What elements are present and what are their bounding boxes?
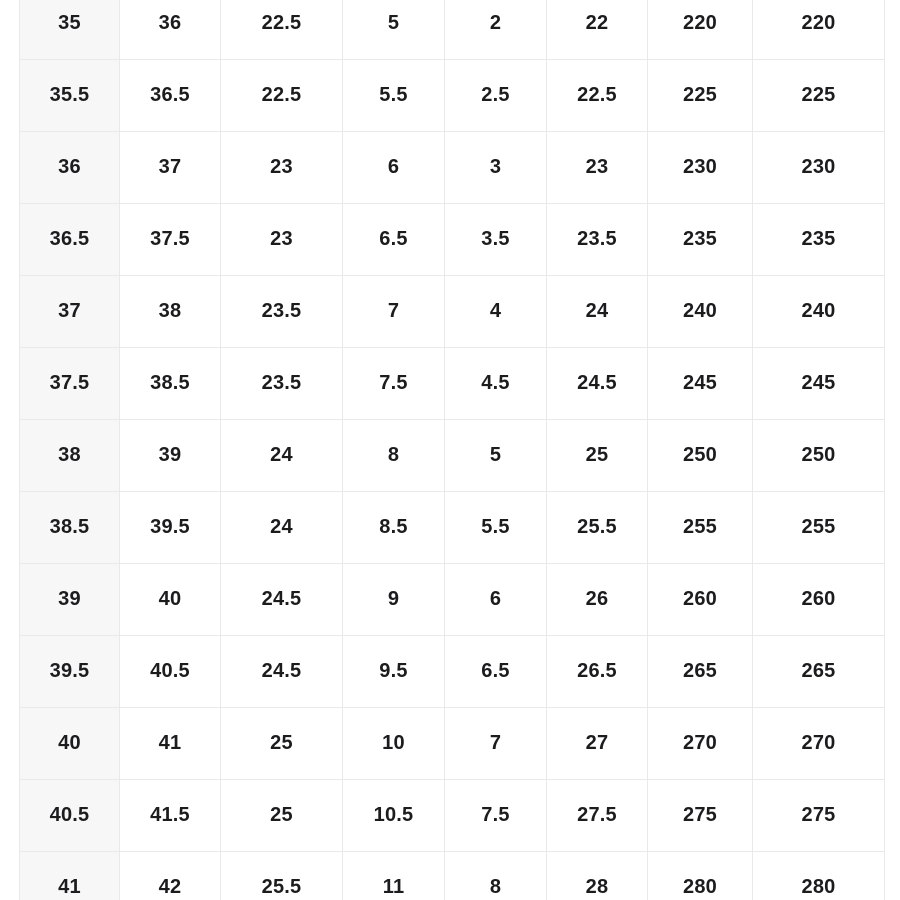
table-cell: 275 <box>753 780 885 852</box>
table-cell: 270 <box>648 708 753 780</box>
table-cell: 7 <box>343 276 445 348</box>
table-cell: 6.5 <box>445 636 547 708</box>
table-cell: 240 <box>648 276 753 348</box>
table-cell: 40 <box>120 564 221 636</box>
table-cell: 37.5 <box>120 204 221 276</box>
size-conversion-table <box>19 0 884 900</box>
table-cell: 7 <box>445 708 547 780</box>
table-row <box>20 636 884 708</box>
table-cell: 2.5 <box>445 60 547 132</box>
table-cell: 23.5 <box>547 204 648 276</box>
table-cell: 9.5 <box>343 636 445 708</box>
table-cell: 25 <box>547 420 648 492</box>
table-cell: 260 <box>753 564 885 636</box>
table-cell: 250 <box>648 420 753 492</box>
table-cell: 42 <box>120 852 221 900</box>
table-cell: 22 <box>547 0 648 60</box>
table-cell: 24.5 <box>547 348 648 420</box>
table-cell: 255 <box>648 492 753 564</box>
table-cell: 36 <box>120 0 221 60</box>
table-cell: 25 <box>221 780 343 852</box>
table-row <box>20 348 884 420</box>
table-row <box>20 420 884 492</box>
table-cell: 36.5 <box>20 204 120 276</box>
table-cell: 220 <box>648 0 753 60</box>
table-cell: 3 <box>445 132 547 204</box>
table-cell: 25.5 <box>221 852 343 900</box>
table-cell: 22.5 <box>221 0 343 60</box>
table-cell: 280 <box>648 852 753 900</box>
table-cell: 8 <box>343 420 445 492</box>
table-cell: 41 <box>120 708 221 780</box>
table-cell: 265 <box>648 636 753 708</box>
table-cell: 28 <box>547 852 648 900</box>
table-cell: 27 <box>547 708 648 780</box>
table-cell: 26.5 <box>547 636 648 708</box>
table-row <box>20 492 884 564</box>
table-cell: 7.5 <box>445 780 547 852</box>
table-cell: 220 <box>753 0 885 60</box>
table-cell: 36.5 <box>120 60 221 132</box>
table-cell: 27.5 <box>547 780 648 852</box>
table-cell: 230 <box>753 132 885 204</box>
table-cell: 39 <box>20 564 120 636</box>
table-cell: 41.5 <box>120 780 221 852</box>
table-cell: 4 <box>445 276 547 348</box>
table-cell: 39.5 <box>120 492 221 564</box>
table-cell: 23 <box>221 132 343 204</box>
table-cell: 4.5 <box>445 348 547 420</box>
table-cell: 40.5 <box>20 780 120 852</box>
table-row <box>20 852 884 900</box>
table-cell: 35.5 <box>20 60 120 132</box>
table-cell: 41 <box>20 852 120 900</box>
table-cell: 225 <box>648 60 753 132</box>
table-cell: 11 <box>343 852 445 900</box>
table-cell: 7.5 <box>343 348 445 420</box>
table-cell: 23.5 <box>221 348 343 420</box>
table-cell: 235 <box>753 204 885 276</box>
table-cell: 2 <box>445 0 547 60</box>
table-cell: 245 <box>648 348 753 420</box>
table-cell: 255 <box>753 492 885 564</box>
table-cell: 40.5 <box>120 636 221 708</box>
table-row <box>20 276 884 348</box>
table-cell: 225 <box>753 60 885 132</box>
table-cell: 10.5 <box>343 780 445 852</box>
table-cell: 23 <box>547 132 648 204</box>
table-cell: 35 <box>20 0 120 60</box>
table-row <box>20 780 884 852</box>
table-cell: 25 <box>221 708 343 780</box>
table-cell: 38 <box>120 276 221 348</box>
table-cell: 5.5 <box>343 60 445 132</box>
table-cell: 275 <box>648 780 753 852</box>
table-cell: 9 <box>343 564 445 636</box>
table-cell: 3.5 <box>445 204 547 276</box>
table-cell: 6.5 <box>343 204 445 276</box>
table-cell: 39 <box>120 420 221 492</box>
table-cell: 38.5 <box>120 348 221 420</box>
table-cell: 8.5 <box>343 492 445 564</box>
table-cell: 26 <box>547 564 648 636</box>
table-row <box>20 132 884 204</box>
table-cell: 40 <box>20 708 120 780</box>
table-cell: 38 <box>20 420 120 492</box>
table-cell: 24 <box>547 276 648 348</box>
table-cell: 5.5 <box>445 492 547 564</box>
table-cell: 39.5 <box>20 636 120 708</box>
table-cell: 245 <box>753 348 885 420</box>
table-cell: 24 <box>221 420 343 492</box>
table-cell: 22.5 <box>221 60 343 132</box>
table-row <box>20 204 884 276</box>
table-cell: 6 <box>343 132 445 204</box>
table-cell: 5 <box>445 420 547 492</box>
table-cell: 25.5 <box>547 492 648 564</box>
table-row <box>20 60 884 132</box>
table-row <box>20 564 884 636</box>
table-cell: 250 <box>753 420 885 492</box>
table-cell: 6 <box>445 564 547 636</box>
table-cell: 270 <box>753 708 885 780</box>
table-cell: 24 <box>221 492 343 564</box>
table-cell: 5 <box>343 0 445 60</box>
table-cell: 36 <box>20 132 120 204</box>
table-cell: 260 <box>648 564 753 636</box>
table-cell: 240 <box>753 276 885 348</box>
table-cell: 265 <box>753 636 885 708</box>
table-cell: 22.5 <box>547 60 648 132</box>
table-cell: 38.5 <box>20 492 120 564</box>
table-cell: 10 <box>343 708 445 780</box>
table-cell: 280 <box>753 852 885 900</box>
table-cell: 230 <box>648 132 753 204</box>
table-row <box>20 0 884 60</box>
table-cell: 23.5 <box>221 276 343 348</box>
table-cell: 235 <box>648 204 753 276</box>
table-cell: 24.5 <box>221 636 343 708</box>
table-cell: 37.5 <box>20 348 120 420</box>
table-cell: 8 <box>445 852 547 900</box>
table-cell: 37 <box>20 276 120 348</box>
table-cell: 23 <box>221 204 343 276</box>
table-cell: 37 <box>120 132 221 204</box>
table-row <box>20 708 884 780</box>
table-cell: 24.5 <box>221 564 343 636</box>
